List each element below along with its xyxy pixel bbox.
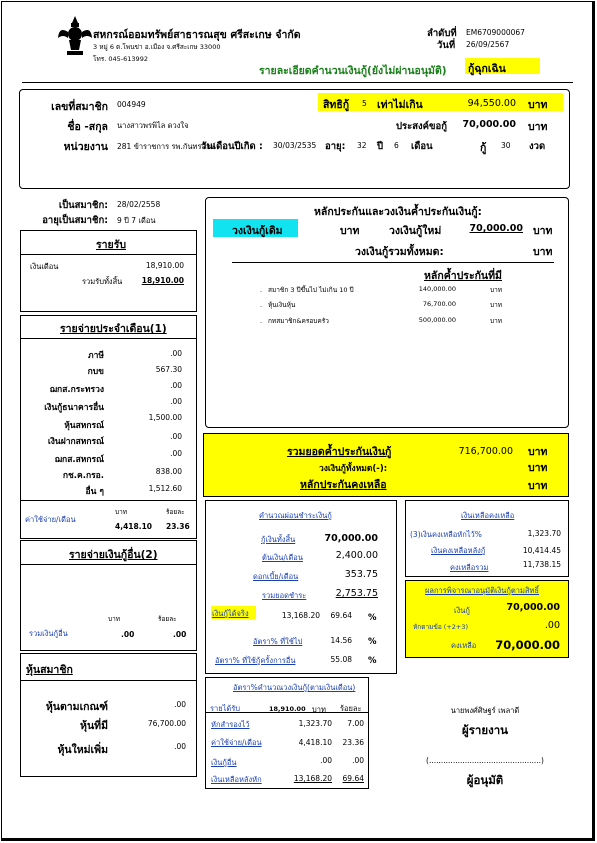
rate-calc-rule bbox=[206, 712, 368, 713]
guarantee-total-label: รวมยอดค้ำประกันเงินกู้ bbox=[287, 446, 392, 458]
expense-bank-loan-value: .00 bbox=[170, 397, 182, 406]
expense-coop-label: ฌกส.สหกรณ์ bbox=[54, 455, 104, 465]
rate-row-other-loan-pct: .00 bbox=[352, 756, 364, 765]
other-loan-rule bbox=[20, 564, 196, 565]
guarantee-total-value: 716,700.00 bbox=[458, 446, 513, 457]
approval-loan-label: เงินกู้ bbox=[454, 606, 470, 615]
expense-pct-col: ร้อยละ bbox=[166, 508, 185, 516]
rate-row-remain-pct: 69.64 bbox=[342, 774, 364, 783]
approval-title: ผลการพิจารณาอนุมัติเงินกู้ตามสิทธิ์ bbox=[425, 586, 539, 595]
expense-summary-amount: 4,418.10 bbox=[115, 522, 153, 531]
ratio-label: อัตรา% ที่ใช้ไป bbox=[253, 637, 303, 646]
collateral-rule bbox=[232, 262, 554, 263]
shares-new-label: หุ้นใหม่เพิ่ม bbox=[57, 744, 108, 756]
birth-value: 30/03/2535 bbox=[273, 141, 317, 150]
unit-label: หน่วยงาน bbox=[63, 141, 108, 153]
balance-r3-label: คงเหลือรวม bbox=[450, 563, 489, 572]
rate-row-reserve-label: หักสำรองไว้ bbox=[211, 720, 250, 729]
approval-loan-value: 70,000.00 bbox=[506, 602, 560, 613]
expense-summary-pct: 23.36 bbox=[166, 522, 190, 531]
monthly-expense-rule bbox=[20, 338, 196, 339]
right-baht: บาท bbox=[528, 99, 548, 111]
interest-value: 353.75 bbox=[344, 569, 378, 580]
right-cap-label: เท่าไม่เกิน bbox=[377, 99, 423, 111]
expense-share-value: 1,500.00 bbox=[148, 413, 182, 422]
rate-income-value: 18,910.00 bbox=[269, 705, 306, 713]
pay-total-value: 2,753.75 bbox=[335, 588, 378, 599]
guarantee-total-baht: บาท bbox=[528, 446, 548, 458]
expense-gpf-label: กบข bbox=[87, 367, 104, 377]
age-years: 32 bbox=[357, 141, 367, 150]
rate-row-other-loan-amount: .00 bbox=[320, 756, 332, 765]
expense-tax-value: .00 bbox=[170, 349, 182, 358]
monthly-expense-title: รายจ่ายประจำเดือน(1) bbox=[60, 323, 167, 335]
expense-coop-value: .00 bbox=[170, 449, 182, 458]
approval-deduct-value: .00 bbox=[544, 620, 560, 631]
new-limit-label: วงเงินกู้ใหม่ bbox=[389, 225, 442, 237]
collateral-item-bullet: . bbox=[260, 301, 263, 309]
collateral-item-unit: บาท bbox=[490, 317, 503, 325]
rate-row-remain-amount: 13,168.20 bbox=[293, 774, 332, 783]
other-loan-baht-col: บาท bbox=[108, 615, 121, 623]
member-since-label: เป็นสมาชิก: bbox=[58, 200, 108, 211]
shares-new-value: .00 bbox=[174, 742, 186, 751]
shares-rule bbox=[20, 680, 196, 681]
actual-loan-amount: 13,168.20 bbox=[281, 611, 320, 620]
age-month-label: เดือน bbox=[411, 141, 433, 152]
right-label: สิทธิกู้ bbox=[323, 99, 350, 111]
existing-collateral-title: หลักค้ำประกันที่มี bbox=[424, 270, 502, 282]
ratio-other-pct: 55.08 bbox=[330, 655, 352, 664]
expense-summary-label: ค่าใช้จ่าย/เดือน bbox=[25, 515, 76, 524]
expense-other-label: อื่น ๆ bbox=[85, 487, 104, 497]
org-logo bbox=[57, 14, 93, 58]
rate-pct-col: ร้อยละ bbox=[340, 704, 362, 713]
age-year-label: ปี bbox=[377, 141, 384, 152]
approval-deduct-label: หักตามข้อ (+2+3) bbox=[413, 623, 469, 631]
rate-row-reserve-amount: 1,323.70 bbox=[298, 719, 332, 728]
approver-role: ผู้อนุมัติ bbox=[466, 773, 504, 787]
remaining-label: หลักประกันคงเหลือ bbox=[300, 479, 387, 491]
shares-have-value: 76,700.00 bbox=[147, 719, 186, 728]
name-value: นางสาวพรพิไล ดวงใจ bbox=[117, 121, 189, 130]
date-label: วันที่ bbox=[437, 40, 456, 51]
collateral-title: หลักประกันและวงเงินค้ำประกันเงินกู้: bbox=[314, 206, 482, 218]
period-label: งวด bbox=[529, 141, 546, 152]
total-limit-label: วงเงินกู้รวมทั้งหมด: bbox=[355, 246, 444, 258]
want-amount: 70,000.00 bbox=[462, 119, 516, 130]
birth-label: วันเดือนปีเกิด : bbox=[201, 141, 263, 152]
age-months: 6 bbox=[394, 141, 399, 150]
member-no-value: 004949 bbox=[117, 100, 146, 109]
report-title: รายละเอียดคำนวนเงินกู้(ยังไม่ผ่านอนุมัติ) bbox=[259, 65, 447, 77]
salary-value: 18,910.00 bbox=[145, 261, 184, 270]
expense-deposit-label: เงินฝากสหกรณ์ bbox=[47, 437, 104, 447]
officer-role: ผู้รายงาน bbox=[461, 723, 509, 737]
expense-student-loan-value: 838.00 bbox=[155, 467, 182, 476]
loan-label: กู้ bbox=[480, 142, 487, 154]
remaining-limit-baht: บาท bbox=[528, 462, 548, 474]
other-loan-pct: .00 bbox=[173, 630, 187, 639]
other-loan-label: รวมเงินกู้อื่น bbox=[29, 629, 68, 638]
interest-label: ดอกเบี้ย/เดือน bbox=[253, 572, 299, 581]
expense-bank-loan-label: เงินกู้ธนาคารอื่น bbox=[44, 403, 104, 413]
org-name: สหกรณ์ออมทรัพย์สาธารณสุข ศรีสะเกษ จำกัด bbox=[93, 29, 301, 41]
rate-row-expense-label: ค่าใช้จ่าย/เดือน bbox=[211, 738, 262, 747]
old-limit-baht: บาท bbox=[340, 225, 360, 237]
collateral-item-amount: 76,700.00 bbox=[422, 300, 456, 308]
expense-student-loan-label: กช.ค.กรอ. bbox=[62, 471, 104, 481]
member-age-value: 9 ปี 7 เดือน bbox=[117, 216, 156, 225]
loan-total-label: กู้เงินทั้งสิ้น bbox=[261, 535, 296, 544]
expense-ministry-value: .00 bbox=[170, 381, 182, 390]
collateral-item-unit: บาท bbox=[490, 286, 503, 294]
collateral-item-label: สมาชิก 3 ปีขึ้นไป ไม่เกิน 10 ปี bbox=[268, 286, 354, 294]
income-total-value: 18,910.00 bbox=[141, 276, 184, 285]
officer-name: นายพงศ์ศิษฐร์ เพลาดี bbox=[450, 706, 520, 715]
balance-title: เงินเหลือคงเหลือ bbox=[461, 511, 515, 520]
expense-other-value: 1,512.60 bbox=[148, 484, 182, 493]
ratio-other-label: อัตรา% ที่ใช้กู้ครั้งการอื่น bbox=[215, 656, 296, 665]
want-baht: บาท bbox=[528, 121, 548, 133]
date-value: 26/09/2567 bbox=[466, 40, 510, 49]
actual-loan-pct-sign: % bbox=[368, 613, 377, 623]
actual-loan-pct: 69.64 bbox=[330, 611, 352, 620]
other-loan-pct-col: ร้อยละ bbox=[158, 615, 177, 623]
income-title-rule bbox=[20, 254, 196, 255]
expense-deposit-value: .00 bbox=[170, 432, 182, 441]
salary-label: เงินเดือน bbox=[30, 262, 59, 271]
right-mult: 5 bbox=[362, 99, 367, 108]
principal-value: 2,400.00 bbox=[335, 550, 378, 561]
seq-value: EM6709000067 bbox=[466, 28, 525, 37]
rate-row-expense-amount: 4,418.10 bbox=[298, 738, 332, 747]
principal-label: ต้นเงิน/เดือน bbox=[262, 553, 303, 562]
seq-label: ลำดับที่ bbox=[427, 28, 457, 39]
actual-loan-label: เงินกู้ได้จริง bbox=[212, 609, 249, 618]
old-limit-label: วงเงินกู้เดิม bbox=[232, 225, 283, 237]
collateral-item-label: หุ้นเงินหุ้น bbox=[268, 301, 296, 309]
remaining-limit-label: วงเงินกู้ทั้งหมด(-): bbox=[319, 464, 388, 474]
rate-row-expense-pct: 23.36 bbox=[342, 738, 364, 747]
collateral-item-unit: บาท bbox=[490, 301, 503, 309]
org-address: 3 หมู่ 6 ต.โพนข่า อ.เมือง จ.ศรีสะเกษ 33000 bbox=[93, 43, 221, 51]
expense-baht-col: บาท bbox=[115, 508, 128, 516]
approval-remain-label: คงเหลือ bbox=[451, 641, 477, 650]
rate-row-other-loan-label: เงินกู้อื่น bbox=[211, 758, 237, 767]
want-label: ประสงค์ขอกู้ bbox=[396, 121, 447, 132]
member-since-value: 28/02/2558 bbox=[117, 200, 161, 209]
rate-income-label: รายได้รับ bbox=[210, 704, 241, 713]
expense-summary-rule bbox=[20, 500, 196, 501]
collateral-item-bullet: . bbox=[260, 286, 263, 294]
unit-value: 281 ข้าราชการ รพ.กันทรลักษ์ bbox=[117, 142, 216, 151]
name-label: ชื่อ -สกุล bbox=[67, 121, 108, 133]
rate-row-reserve-pct: 7.00 bbox=[347, 719, 364, 728]
balance-r1-label: (3)เงินคงเหลือหักไว้% bbox=[410, 530, 482, 539]
balance-r2-label: เงินคงเหลือหลังกู้ bbox=[431, 546, 486, 555]
right-amount: 94,550.00 bbox=[467, 98, 516, 109]
shares-criteria-label: หุ้นตามเกณฑ์ bbox=[45, 701, 108, 713]
expense-ministry-label: ฌกส.กระทรวง bbox=[49, 385, 104, 395]
loan-type: กู้ฉุกเฉิน bbox=[468, 63, 506, 75]
balance-r2-value: 10,414.45 bbox=[522, 546, 561, 555]
approver-signature-line: (...............................................) bbox=[426, 756, 544, 765]
expense-share-label: หุ้นสหกรณ์ bbox=[64, 421, 104, 431]
remaining-baht: บาท bbox=[528, 480, 548, 492]
age-label: อายุ: bbox=[325, 141, 346, 152]
expense-tax-label: ภาษี bbox=[88, 351, 104, 361]
other-loan-title: รายจ่ายเงินกู้อื่น(2) bbox=[69, 549, 158, 561]
total-limit-baht: บาท bbox=[533, 246, 553, 258]
income-title: รายรับ bbox=[96, 239, 126, 251]
ratio-pct: 14.56 bbox=[330, 636, 352, 645]
member-no-label: เลขที่สมาชิก bbox=[51, 101, 108, 113]
pay-total-label: รวมยอดชำระ bbox=[262, 591, 307, 600]
repayment-title: คำนวณผ่อนชำระเงินกู้ bbox=[259, 511, 332, 520]
approval-remain-value: 70,000.00 bbox=[495, 638, 560, 652]
shares-criteria-value: .00 bbox=[174, 700, 186, 709]
collateral-item-label: กทสมาชิก&ครอบครัว bbox=[268, 317, 329, 325]
balance-r3-value: 11,738.15 bbox=[522, 560, 561, 569]
shares-have-label: หุ้นที่มี bbox=[80, 720, 108, 732]
collateral-item-amount: 140,000.00 bbox=[418, 285, 456, 293]
org-phone: โทร. 045-613992 bbox=[93, 55, 148, 63]
new-limit-baht: บาท bbox=[533, 225, 553, 237]
header-divider bbox=[22, 82, 573, 83]
balance-r1-value: 1,323.70 bbox=[527, 529, 561, 538]
loan-total-value: 70,000.00 bbox=[324, 533, 378, 544]
rate-row-remain-label: เงินเหลือหลังหัก bbox=[211, 775, 262, 784]
member-age-label: อายุเป็นสมาชิก: bbox=[42, 215, 108, 226]
collateral-item-amount: 500,000.00 bbox=[418, 316, 456, 324]
other-loan-amount: .00 bbox=[121, 630, 135, 639]
expense-gpf-value: 567.30 bbox=[155, 365, 182, 374]
collateral-item-bullet: . bbox=[260, 317, 263, 325]
ratio-pct-sign: % bbox=[368, 637, 377, 647]
rate-calc-title: อัตรา%คำนวณวงเงินกู้(ตามเงินเดือน) bbox=[233, 683, 356, 692]
rate-baht-col: บาท bbox=[312, 705, 326, 714]
new-limit-value: 70,000.00 bbox=[469, 223, 523, 234]
income-total-label: รวมรับทั้งสิ้น bbox=[82, 277, 123, 286]
installments: 30 bbox=[501, 141, 511, 150]
shares-title: หุ้นสมาชิก bbox=[26, 664, 73, 676]
ratio-other-pct-sign: % bbox=[368, 656, 377, 666]
